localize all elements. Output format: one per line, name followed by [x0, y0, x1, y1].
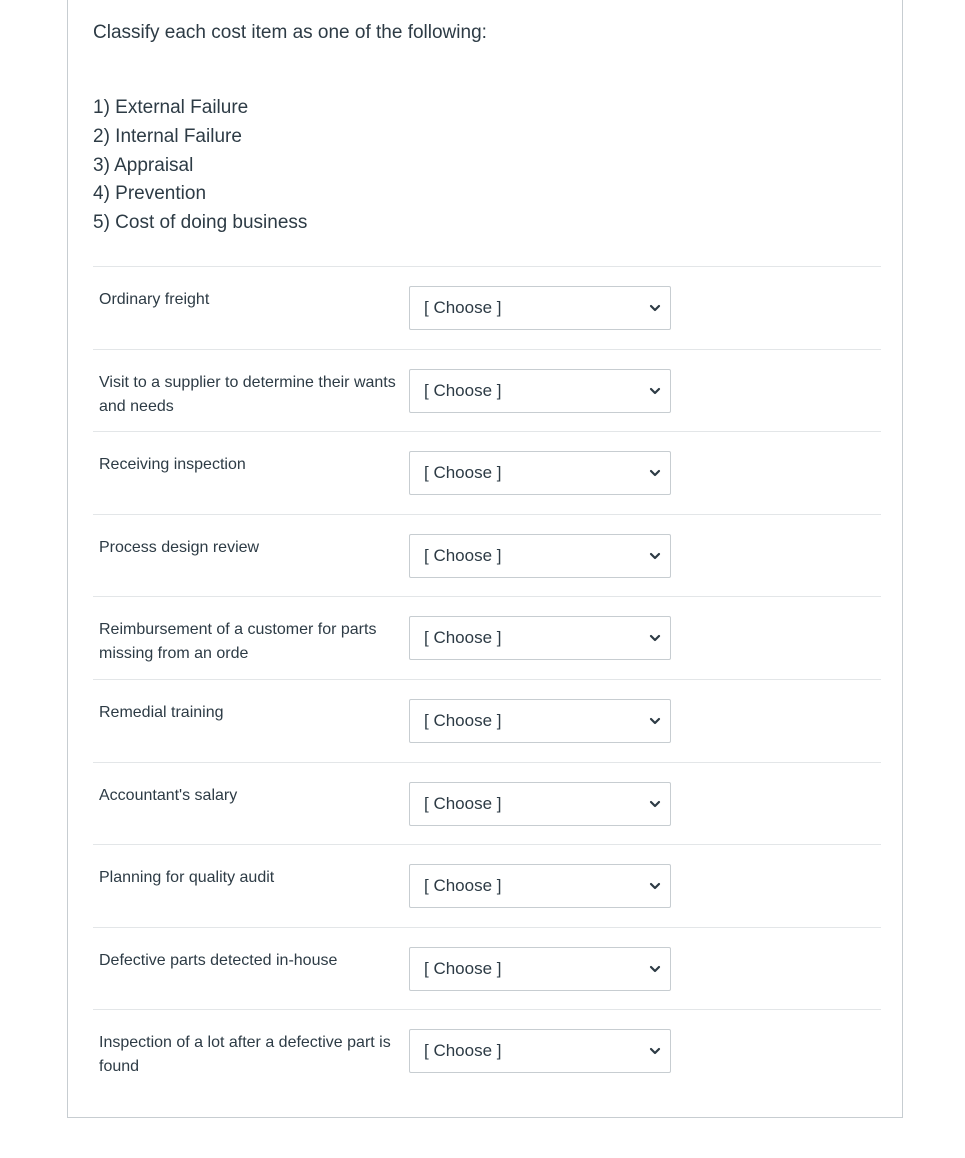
- cost-item-label: Remedial training: [99, 703, 224, 721]
- matching-row: [93, 431, 881, 514]
- matching-row: [93, 844, 881, 927]
- cost-item-label: Reimbursement of a customer for parts missing from an orde: [99, 621, 377, 663]
- matching-row: [93, 596, 881, 679]
- category-item: 2) Internal Failure: [93, 125, 242, 147]
- dropdown-value: [ Choose ]: [424, 628, 502, 648]
- cost-item-label: Inspection of a lot after a defective part is found: [99, 1034, 391, 1076]
- dropdown-value: [ Choose ]: [424, 1041, 502, 1061]
- category-dropdown[interactable]: [409, 1029, 671, 1073]
- chevron-down-icon: [648, 962, 662, 976]
- category-dropdown[interactable]: [409, 947, 671, 991]
- chevron-down-icon: [648, 631, 662, 645]
- cost-item-label: Process design review: [99, 538, 260, 556]
- matching-row: [93, 514, 881, 597]
- category-dropdown[interactable]: [409, 534, 671, 578]
- dropdown-value: [ Choose ]: [424, 876, 502, 896]
- category-item: 4) Prevention: [93, 183, 207, 205]
- chevron-down-icon: [648, 549, 662, 563]
- cost-item-label: Visit to a supplier to determine their wants and needs: [99, 373, 396, 415]
- question-card: [67, 0, 903, 1118]
- chevron-down-icon: [648, 714, 662, 728]
- question-prompt: Classify each cost item as one of the following:: [93, 22, 487, 43]
- chevron-down-icon: [648, 1044, 662, 1058]
- category-dropdown[interactable]: [409, 864, 671, 908]
- matching-row: [93, 927, 881, 1010]
- chevron-down-icon: [648, 797, 662, 811]
- cost-item-label: Planning for quality audit: [99, 869, 275, 887]
- dropdown-value: [ Choose ]: [424, 380, 502, 400]
- category-item: 3) Appraisal: [93, 154, 194, 176]
- dropdown-value: [ Choose ]: [424, 958, 502, 978]
- category-dropdown[interactable]: [409, 699, 671, 743]
- matching-row: [93, 1009, 881, 1092]
- dropdown-value: [ Choose ]: [424, 298, 502, 317]
- chevron-down-icon: [648, 466, 662, 480]
- dropdown-value: [ Choose ]: [424, 545, 502, 565]
- matching-row: [93, 266, 881, 349]
- category-dropdown[interactable]: [409, 369, 671, 413]
- dropdown-value: [ Choose ]: [424, 710, 502, 730]
- dropdown-value: [ Choose ]: [424, 793, 502, 813]
- cost-item-label: Ordinary freight: [99, 291, 210, 308]
- category-list: [93, 94, 307, 238]
- chevron-down-icon: [648, 301, 662, 315]
- chevron-down-icon: [648, 879, 662, 893]
- category-item: 5) Cost of doing business: [93, 212, 308, 234]
- category-dropdown[interactable]: [409, 451, 671, 495]
- category-dropdown[interactable]: [409, 782, 671, 826]
- category-dropdown[interactable]: [409, 616, 671, 660]
- category-dropdown[interactable]: [409, 286, 671, 330]
- cost-item-label: Accountant's salary: [99, 786, 238, 804]
- matching-row: [93, 762, 881, 845]
- matching-table: [93, 266, 881, 1092]
- matching-row: [93, 679, 881, 762]
- cost-item-label: Defective parts detected in-house: [99, 951, 338, 969]
- category-item: 1) External Failure: [93, 97, 249, 118]
- chevron-down-icon: [648, 384, 662, 398]
- cost-item-label: Receiving inspection: [99, 456, 246, 474]
- dropdown-value: [ Choose ]: [424, 463, 502, 483]
- matching-row: [93, 349, 881, 432]
